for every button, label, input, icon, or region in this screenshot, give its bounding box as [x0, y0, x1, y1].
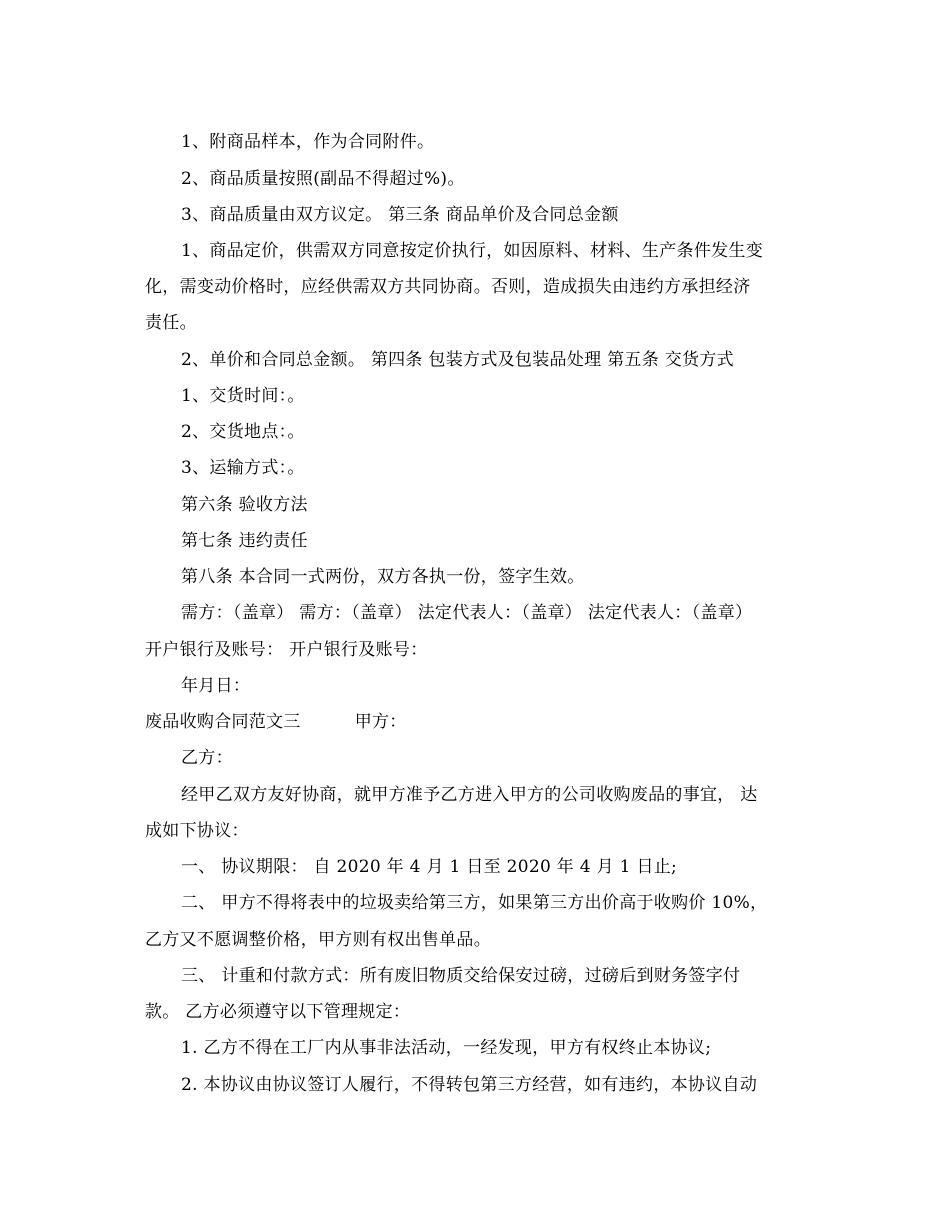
party-a-label: 甲方： — [354, 712, 407, 732]
text-line: 化，需变动价格时，应经供需双方共同协商。否则，造成损失由违约方承担经济 — [145, 277, 751, 297]
text-line: 1、附商品样本，作为合同附件。 — [181, 132, 435, 152]
text-line: 成如下协议： — [145, 821, 249, 841]
text-line: 乙方又不愿调整价格，甲方则有权出售单品。 — [145, 930, 491, 950]
text-line: 款。 乙方必须遵守以下管理规定： — [145, 1002, 411, 1022]
contract-title: 废品收购合同范文三 — [145, 712, 301, 732]
text-line: 1、交货时间：。 — [181, 386, 305, 406]
text-line: 开户银行及账号： 开户银行及账号： — [145, 640, 428, 660]
text-line: 3、运输方式：。 — [181, 458, 305, 478]
text-line: 2、交货地点：。 — [181, 422, 305, 442]
text-line: 三、 计重和付款方式：所有废旧物质交给保安过磅，过磅后到财务签字付 — [181, 966, 741, 986]
text-line: 3、商品质量由双方议定。 第三条 商品单价及合同总金额 — [181, 205, 619, 225]
text-line: 1. 乙方不得在工厂内从事非法活动，一经发现，甲方有权终止本协议; — [181, 1038, 712, 1058]
contract-title-line — [145, 711, 407, 733]
text-line: 责任。 — [145, 313, 197, 333]
date-line: 年月日： — [181, 676, 251, 696]
party-b-label: 乙方： — [181, 748, 233, 768]
text-line: 2. 本协议由协议签订人履行，不得转包第三方经营，如有违约，本协议自动 — [181, 1075, 758, 1095]
section-heading: 第六条 验收方法 — [181, 495, 308, 515]
text-line: 2、单价和合同总金额。 第四条 包装方式及包装品处理 第五条 交货方式 — [181, 350, 734, 370]
text-line: 1、商品定价，供需双方同意按定价执行，如因原料、材料、生产条件发生变 — [181, 241, 764, 261]
section-heading: 第七条 违约责任 — [181, 531, 308, 551]
text-line: 2、商品质量按照(副品不得超过%)。 — [181, 169, 465, 189]
text-line: 二、 甲方不得将表中的垃圾卖给第三方，如果第三方出价高于收购价 10%， — [181, 893, 768, 913]
signature-line: 需方：（盖章） 需方：（盖章） 法定代表人：（盖章） 法定代表人：（盖章） — [181, 603, 753, 623]
text-line: 第八条 本合同一式两份，双方各执一份，签字生效。 — [181, 567, 585, 587]
text-line: 经甲乙双方友好协商，就甲方准予乙方进入甲方的公司收购废品的事宜， 达 — [181, 785, 758, 805]
text-line: 一、 协议期限： 自 2020 年 4 月 1 日至 2020 年 4 月 1 日止; — [181, 857, 678, 877]
